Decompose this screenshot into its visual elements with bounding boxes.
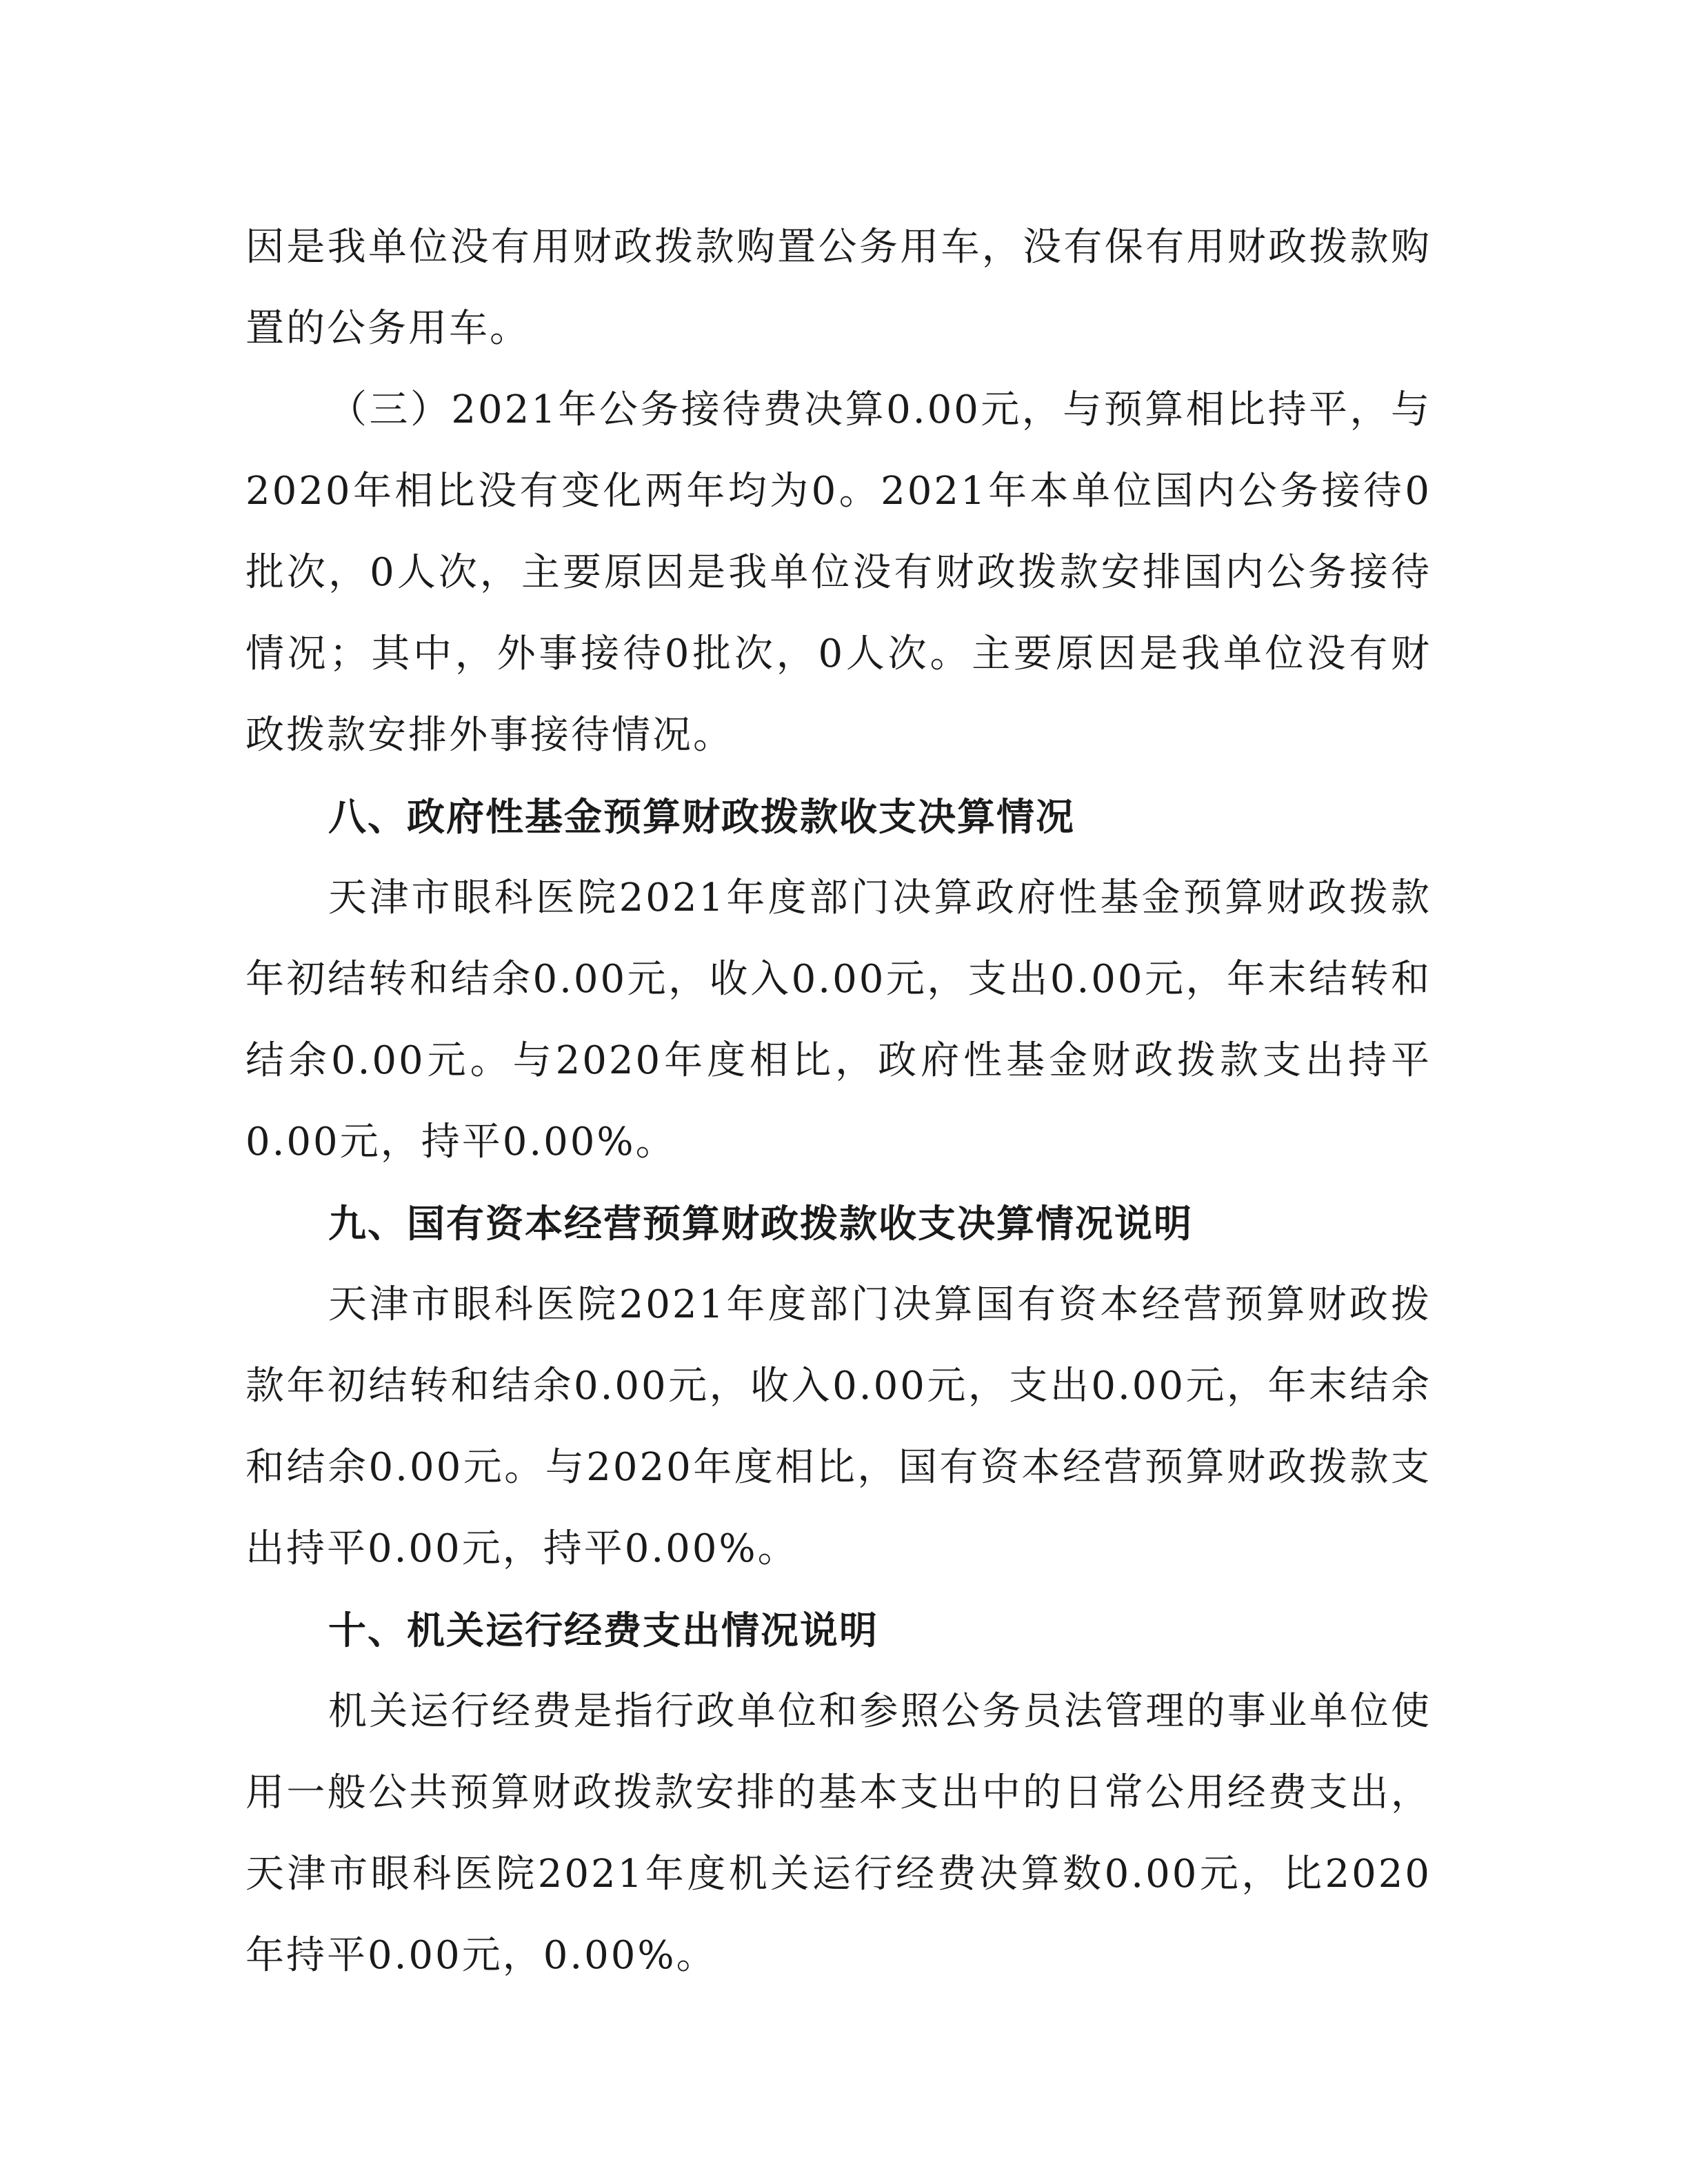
paragraph-operating-expense: 机关运行经费是指行政单位和参照公务员法管理的事业单位使用一般公共预算财政拨款安排的基本支出中的日常公用经费支出，天津市眼科医院2021年度机关运行经费决算数0.00元，比2020年持平0.00元，0.00%。 <box>245 1689 1431 1978</box>
paragraph-reception-expense: （三）2021年公务接待费决算0.00元，与预算相比持平，与2020年相比没有变化两年均为0。2021年本单位国内公务接待0批次，0人次，主要原因是我单位没有财政拨款安排国内公务接待情况；其中，外事接待0批次，0人次。主要原因是我单位没有财政拨款安排外事接待情况。 <box>245 387 1431 758</box>
heading-section-9: 九、国有资本经营预算财政拨款收支决算情况说明 <box>328 1202 1194 1246</box>
paragraph-vehicle-continuation: 因是我单位没有用财政拨款购置公务用车，没有保有用财政拨款购置的公务用车。 <box>245 225 1431 351</box>
document-page <box>245 207 1431 1996</box>
paragraph-government-fund: 天津市眼科医院2021年度部门决算政府性基金预算财政拨款年初结转和结余0.00元，收入0.00元，支出0.00元，年末结转和结余0.00元。与2020年度相比，政府性基金财政拨款支出持平0.00元，持平0.00%。 <box>245 876 1431 1164</box>
paragraph-state-capital: 天津市眼科医院2021年度部门决算国有资本经营预算财政拨款年初结转和结余0.00元，收入0.00元，支出0.00元，年末结余和结余0.00元。与2020年度相比，国有资本经营预算财政拨款支出持平0.00元，持平0.00%。 <box>245 1282 1431 1571</box>
heading-section-10: 十、机关运行经费支出情况说明 <box>328 1608 879 1652</box>
heading-section-8: 八、政府性基金预算财政拨款收支决算情况 <box>328 795 1076 839</box>
